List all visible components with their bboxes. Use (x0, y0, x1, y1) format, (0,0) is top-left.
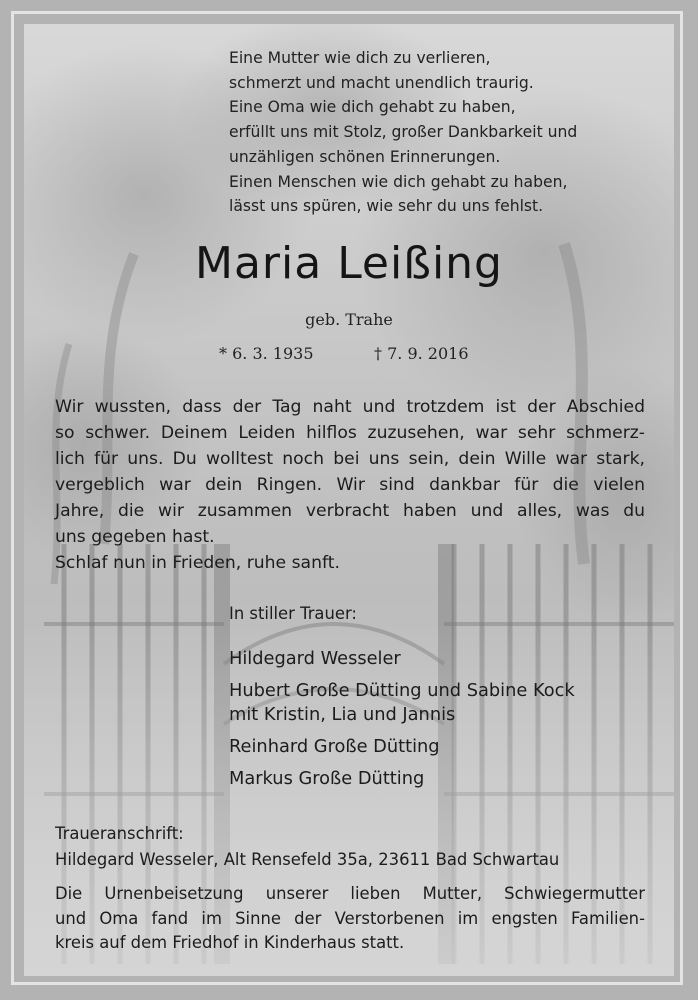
obituary-panel (24, 24, 674, 976)
mourners-list (229, 643, 575, 795)
farewell-message (55, 394, 645, 576)
mourning-address (55, 821, 559, 873)
death-date: † 7. 9. 2016 (374, 344, 469, 363)
burial-line: kreis auf dem Friedhof in Kinderhaus statt. (55, 933, 405, 953)
poem-line: Eine Oma wie dich gehabt zu haben, (229, 98, 516, 117)
address-value: Hildegard Wesseler, Alt Rensefeld 35a, 23611 Bad Schwartau (55, 850, 560, 869)
message-line: Wir wussten, dass der Tag naht und trotzdem ist der Abschied (55, 397, 645, 417)
burial-line: Die Urnenbeisetzung unserer lieben Mutter, Schwiegermutter (55, 884, 645, 903)
birth-date: * 6. 3. 1935 (219, 344, 314, 363)
address-label: Traueranschrift: (55, 824, 184, 843)
burial-line: und Oma fand im Sinne der Verstorbenen im engsten Familien- (55, 908, 645, 928)
deceased-name: Maria Leißing (195, 238, 503, 289)
mourner-name: mit Kristin, Lia und Jannis (229, 704, 456, 725)
memorial-poem (229, 46, 577, 219)
mourner-name: Hildegard Wesseler (229, 648, 401, 669)
poem-line: Einen Menschen wie dich gehabt zu haben, (229, 172, 568, 191)
poem-line: schmerzt und macht unendlich traurig. (229, 73, 534, 92)
maiden-name: geb. Trahe (305, 310, 393, 329)
message-line: Jahre, die wir zusammen verbracht haben und alles, was du (55, 501, 645, 521)
mourner-name: Markus Große Dütting (229, 768, 425, 789)
mourner-name: Reinhard Große Dütting (229, 736, 440, 757)
message-line: uns gegeben hast. (55, 527, 215, 547)
message-line: so schwer. Deinem Leiden hilflos zuzusehen, war sehr schmerz- (55, 423, 645, 443)
poem-line: unzähligen schönen Erinnerungen. (229, 147, 501, 166)
message-line: lich für uns. Du wolltest noch bei uns sein, dein Wille war stark, (55, 449, 645, 469)
poem-line: lässt uns spüren, wie sehr du uns fehlst. (229, 197, 544, 216)
mourners-heading: In stiller Trauer: (229, 604, 357, 623)
mourner-name: Hubert Große Dütting und Sabine Kock (229, 680, 575, 701)
poem-line: Eine Mutter wie dich zu verlieren, (229, 49, 491, 67)
poem-line: erfüllt uns mit Stolz, großer Dankbarkeit und (229, 123, 578, 142)
message-line: vergeblich war dein Ringen. Wir sind dankbar für die vielen (55, 475, 645, 495)
burial-note (55, 882, 645, 956)
message-line: Schlaf nun in Frieden, ruhe sanft. (55, 553, 340, 573)
